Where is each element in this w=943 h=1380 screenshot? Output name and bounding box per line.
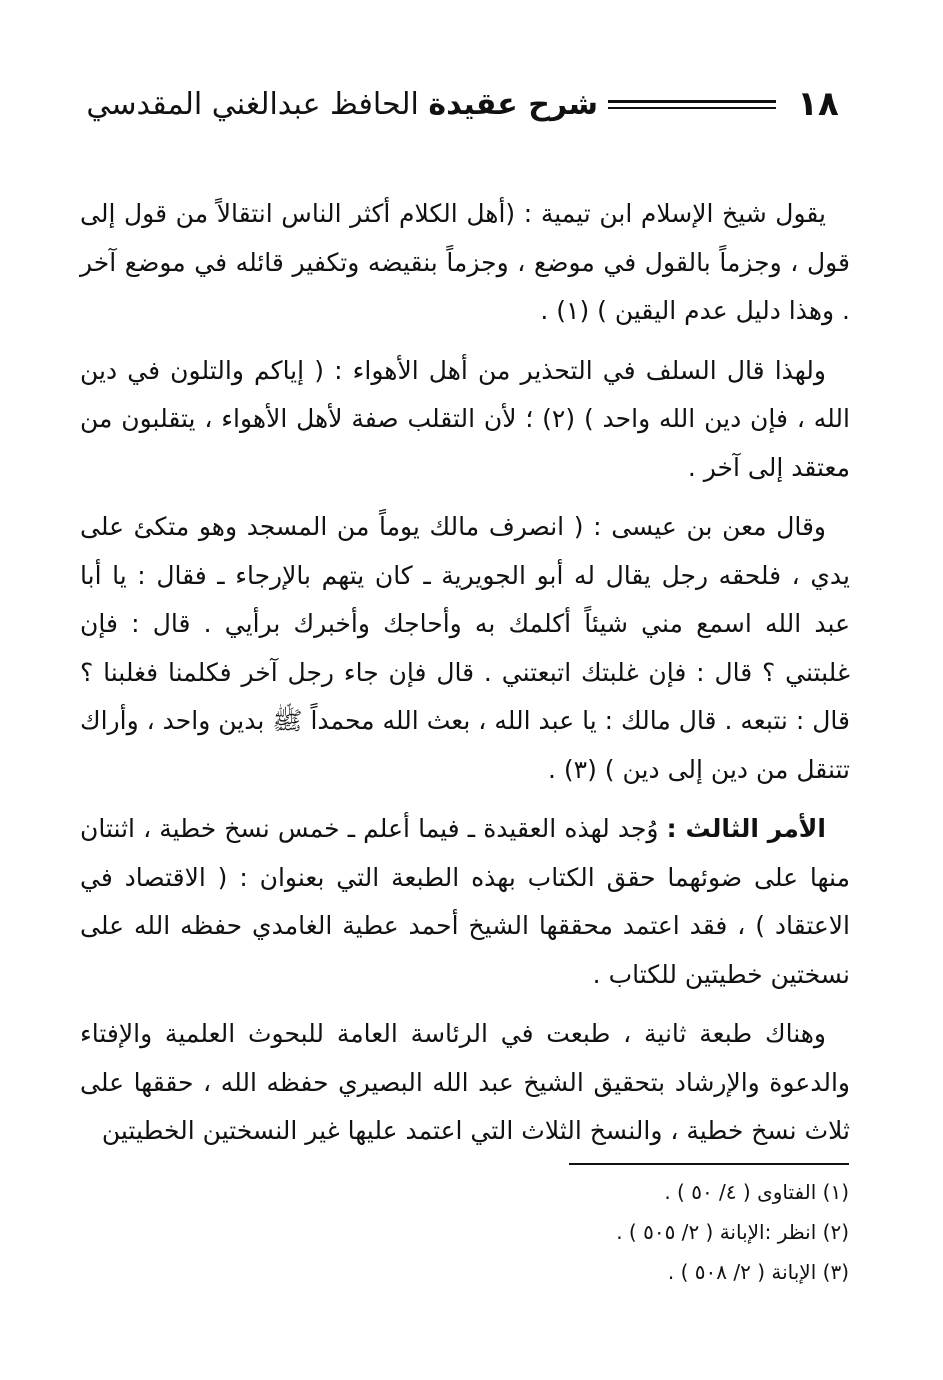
paragraph: ولهذا قال السلف في التحذير من أهل الأهواء : ( إياكم والتلون في دين الله ، فإن دين الله واحد ) (٢) ؛ لأن التقلب صفة لأهل الأهواء ، يتقلبون من معتقد إلى آخر . <box>80 355 850 482</box>
paragraph: يقول شيخ الإسلام ابن تيمية : (أهل الكلام أكثر الناس انتقالاً من قول إلى قول ، وجزماً بالقول في موضع ، وجزماً بنقيضه وتكفير قائله في موضع آخر . وهذا دليل عدم اليقين ) (١) . <box>80 199 850 325</box>
paragraph <box>80 805 850 999</box>
footnote: (٣) الإبانة ( ٢/ ٥٠٨ ) . <box>667 1260 849 1284</box>
header-rule <box>608 100 776 109</box>
main-text <box>80 190 850 1167</box>
paragraph-body: وُجد لهذه العقيدة ـ فيما أعلم ـ خمس نسخ خطية ، اثنتان منها على ضوئهما حقق الكتاب بهذه الطبعة التي بعنوان : ( الاقتصاد في الاعتقاد ) ، فقد اعتمد محققها الشيخ أحمد عطية الغامدي حفظه الله على نسختين خطيتين للكتاب . <box>80 814 850 989</box>
footnote: (٢) انظر :الإبانة ( ٢/ ٥٠٥ ) . <box>616 1220 849 1244</box>
section-lead: الأمر الثالث : <box>666 814 826 843</box>
paragraph: وقال معن بن عيسى : ( انصرف مالك يوماً من المسجد وهو متكئ على يدي ، فلحقه رجل يقال له أبو الجويرية ـ كان يتهم بالإرجاء ـ فقال : يا أبا عبد الله اسمع مني شيئاً أكلمك به وأحاجك وأخبرك برأيي . قال : فإن غلبتني ؟ قال : فإن غلبتك اتبعتني . قال فإن جاء رجل آخر فكلمنا فغلبنا ؟ قال : نتبعه . قال مالك : يا عبد الله ، بعث الله محمداً ﷺ بدين واحد ، وأراك تتنقل من دين إلى دين ) (٣) . <box>80 512 850 784</box>
running-header <box>70 78 850 130</box>
book-title-rest: الحافظ عبدالغني المقدسي <box>86 86 419 122</box>
book-title-bold: شرح عقيدة <box>428 86 598 122</box>
footnotes <box>89 1172 849 1292</box>
footnote: (١) الفتاوى ( ٤/ ٥٠ ) . <box>664 1180 849 1204</box>
footnote-divider <box>569 1163 849 1165</box>
paragraph: وهناك طبعة ثانية ، طبعت في الرئاسة العامة للبحوث العلمية والإفتاء والدعوة والإرشاد بتحقيق الشيخ عبد الله البصيري حفظه الله ، حققها على ثلاث نسخ خطية ، والنسخ الثلاث التي اعتمد عليها غير النسختين الخطيتين <box>80 1019 850 1145</box>
book-title <box>86 87 598 122</box>
page-number: ١٨ <box>797 84 839 124</box>
